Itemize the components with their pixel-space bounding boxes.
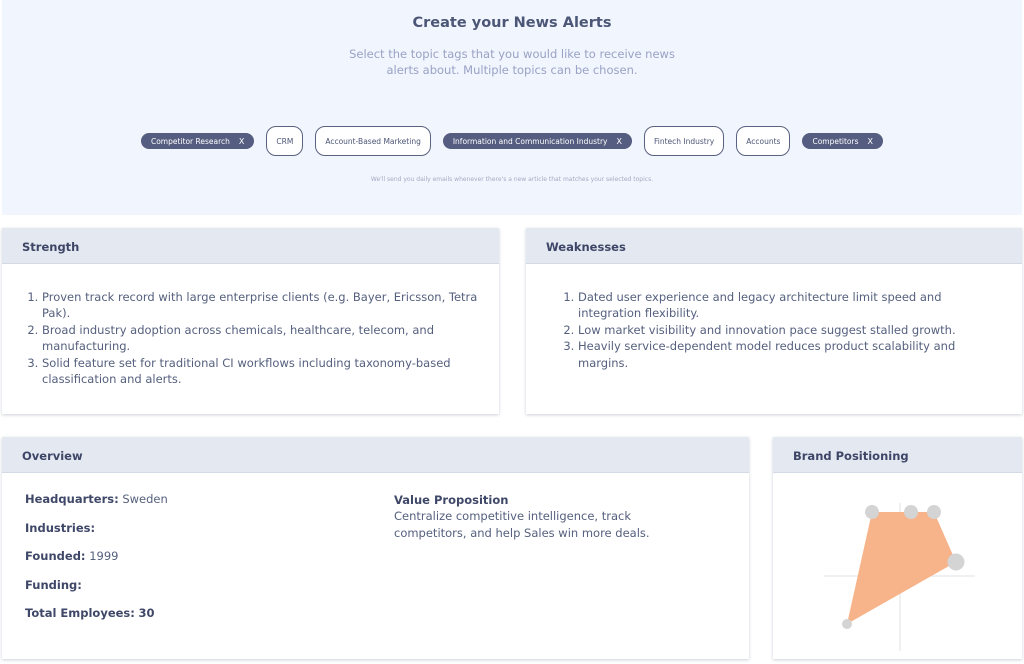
topic-tags xyxy=(2,126,1022,156)
strength-title: Strength xyxy=(2,228,499,264)
tag-label: Competitors xyxy=(812,136,859,146)
strength-list xyxy=(2,289,499,387)
founded-value: 1999 xyxy=(89,549,119,563)
data-point[interactable] xyxy=(842,619,852,629)
funding-row xyxy=(25,578,168,607)
brand-positioning-title: Brand Positioning xyxy=(773,437,1022,473)
positioning-area xyxy=(847,512,956,624)
data-point[interactable] xyxy=(904,505,918,519)
alerts-note: We'll send you daily emails whenever there's a new article that matches your selected topics. xyxy=(370,176,654,183)
remove-tag-icon[interactable]: X xyxy=(238,136,245,146)
employees-row xyxy=(25,606,168,635)
remove-tag-icon[interactable]: X xyxy=(616,136,622,146)
strength-card xyxy=(2,228,499,414)
data-point[interactable] xyxy=(865,505,879,519)
founded-row xyxy=(25,549,168,578)
tag-fintech-industry[interactable] xyxy=(644,126,724,156)
alerts-subtitle: Select the topic tags that you would like to receive news alerts about. Multiple topics can be chosen. xyxy=(349,47,675,77)
tag-label: Account-Based Marketing xyxy=(325,136,421,146)
alerts-title: Create your News Alerts xyxy=(412,15,612,31)
news-alerts-panel xyxy=(2,0,1022,215)
tag-label: Competitor Research xyxy=(150,136,230,146)
tag-label: CRM xyxy=(276,136,294,146)
data-point[interactable] xyxy=(948,554,965,571)
headquarters-row xyxy=(25,492,168,521)
list-item: 1. Proven track record with large enterprise clients (e.g. Bayer, Ericsson, Tetra Pak). xyxy=(42,289,479,322)
tag-competitors[interactable] xyxy=(802,133,883,149)
list-item: 1. Dated user experience and legacy architecture limit speed and integration flexibility. xyxy=(578,289,1002,322)
headquarters-label: Headquarters: xyxy=(25,492,119,506)
brand-positioning-chart xyxy=(773,473,1022,659)
tag-information-and-communication-industry[interactable] xyxy=(443,133,632,149)
list-item: 3. Heavily service-dependent model reduces product scalability and margins. xyxy=(578,338,1002,371)
tag-competitor-research[interactable] xyxy=(141,133,254,149)
list-item: 3. Solid feature set for traditional CI workflows including taxonomy-based classification and alerts. xyxy=(42,355,479,388)
tag-crm[interactable] xyxy=(266,126,303,156)
list-item: 2. Low market visibility and innovation pace suggest stalled growth. xyxy=(578,322,1002,338)
founded-label: Founded: xyxy=(25,549,86,563)
headquarters-value: Sweden xyxy=(122,492,168,506)
value-proposition xyxy=(394,492,694,541)
value-proposition-text: Centralize competitive intelligence, track competitors, and help Sales win more deals. xyxy=(394,509,650,540)
overview-card xyxy=(2,437,749,659)
tag-label: Accounts xyxy=(746,136,781,146)
remove-tag-icon[interactable]: X xyxy=(867,136,873,146)
list-item: 2. Broad industry adoption across chemicals, healthcare, telecom, and manufacturing. xyxy=(42,322,479,355)
value-proposition-title: Value Proposition xyxy=(394,493,509,507)
data-point[interactable] xyxy=(927,505,941,519)
tag-label: Fintech Industry xyxy=(653,136,715,146)
tag-label: Information and Communication Industry xyxy=(452,136,608,146)
employees-value: 30 xyxy=(138,606,155,620)
funding-label: Funding: xyxy=(25,577,82,592)
weaknesses-title: Weaknesses xyxy=(526,228,1022,264)
industries-label: Industries: xyxy=(25,520,96,535)
weaknesses-card xyxy=(526,228,1022,414)
industries-row xyxy=(25,521,168,550)
tag-account-based-marketing[interactable] xyxy=(315,126,431,156)
employees-label: Total Employees: xyxy=(25,606,135,620)
weaknesses-list xyxy=(526,289,1022,371)
overview-details xyxy=(25,492,168,635)
brand-positioning-card xyxy=(773,437,1022,659)
tag-accounts[interactable] xyxy=(736,126,790,156)
overview-title: Overview xyxy=(2,437,749,473)
